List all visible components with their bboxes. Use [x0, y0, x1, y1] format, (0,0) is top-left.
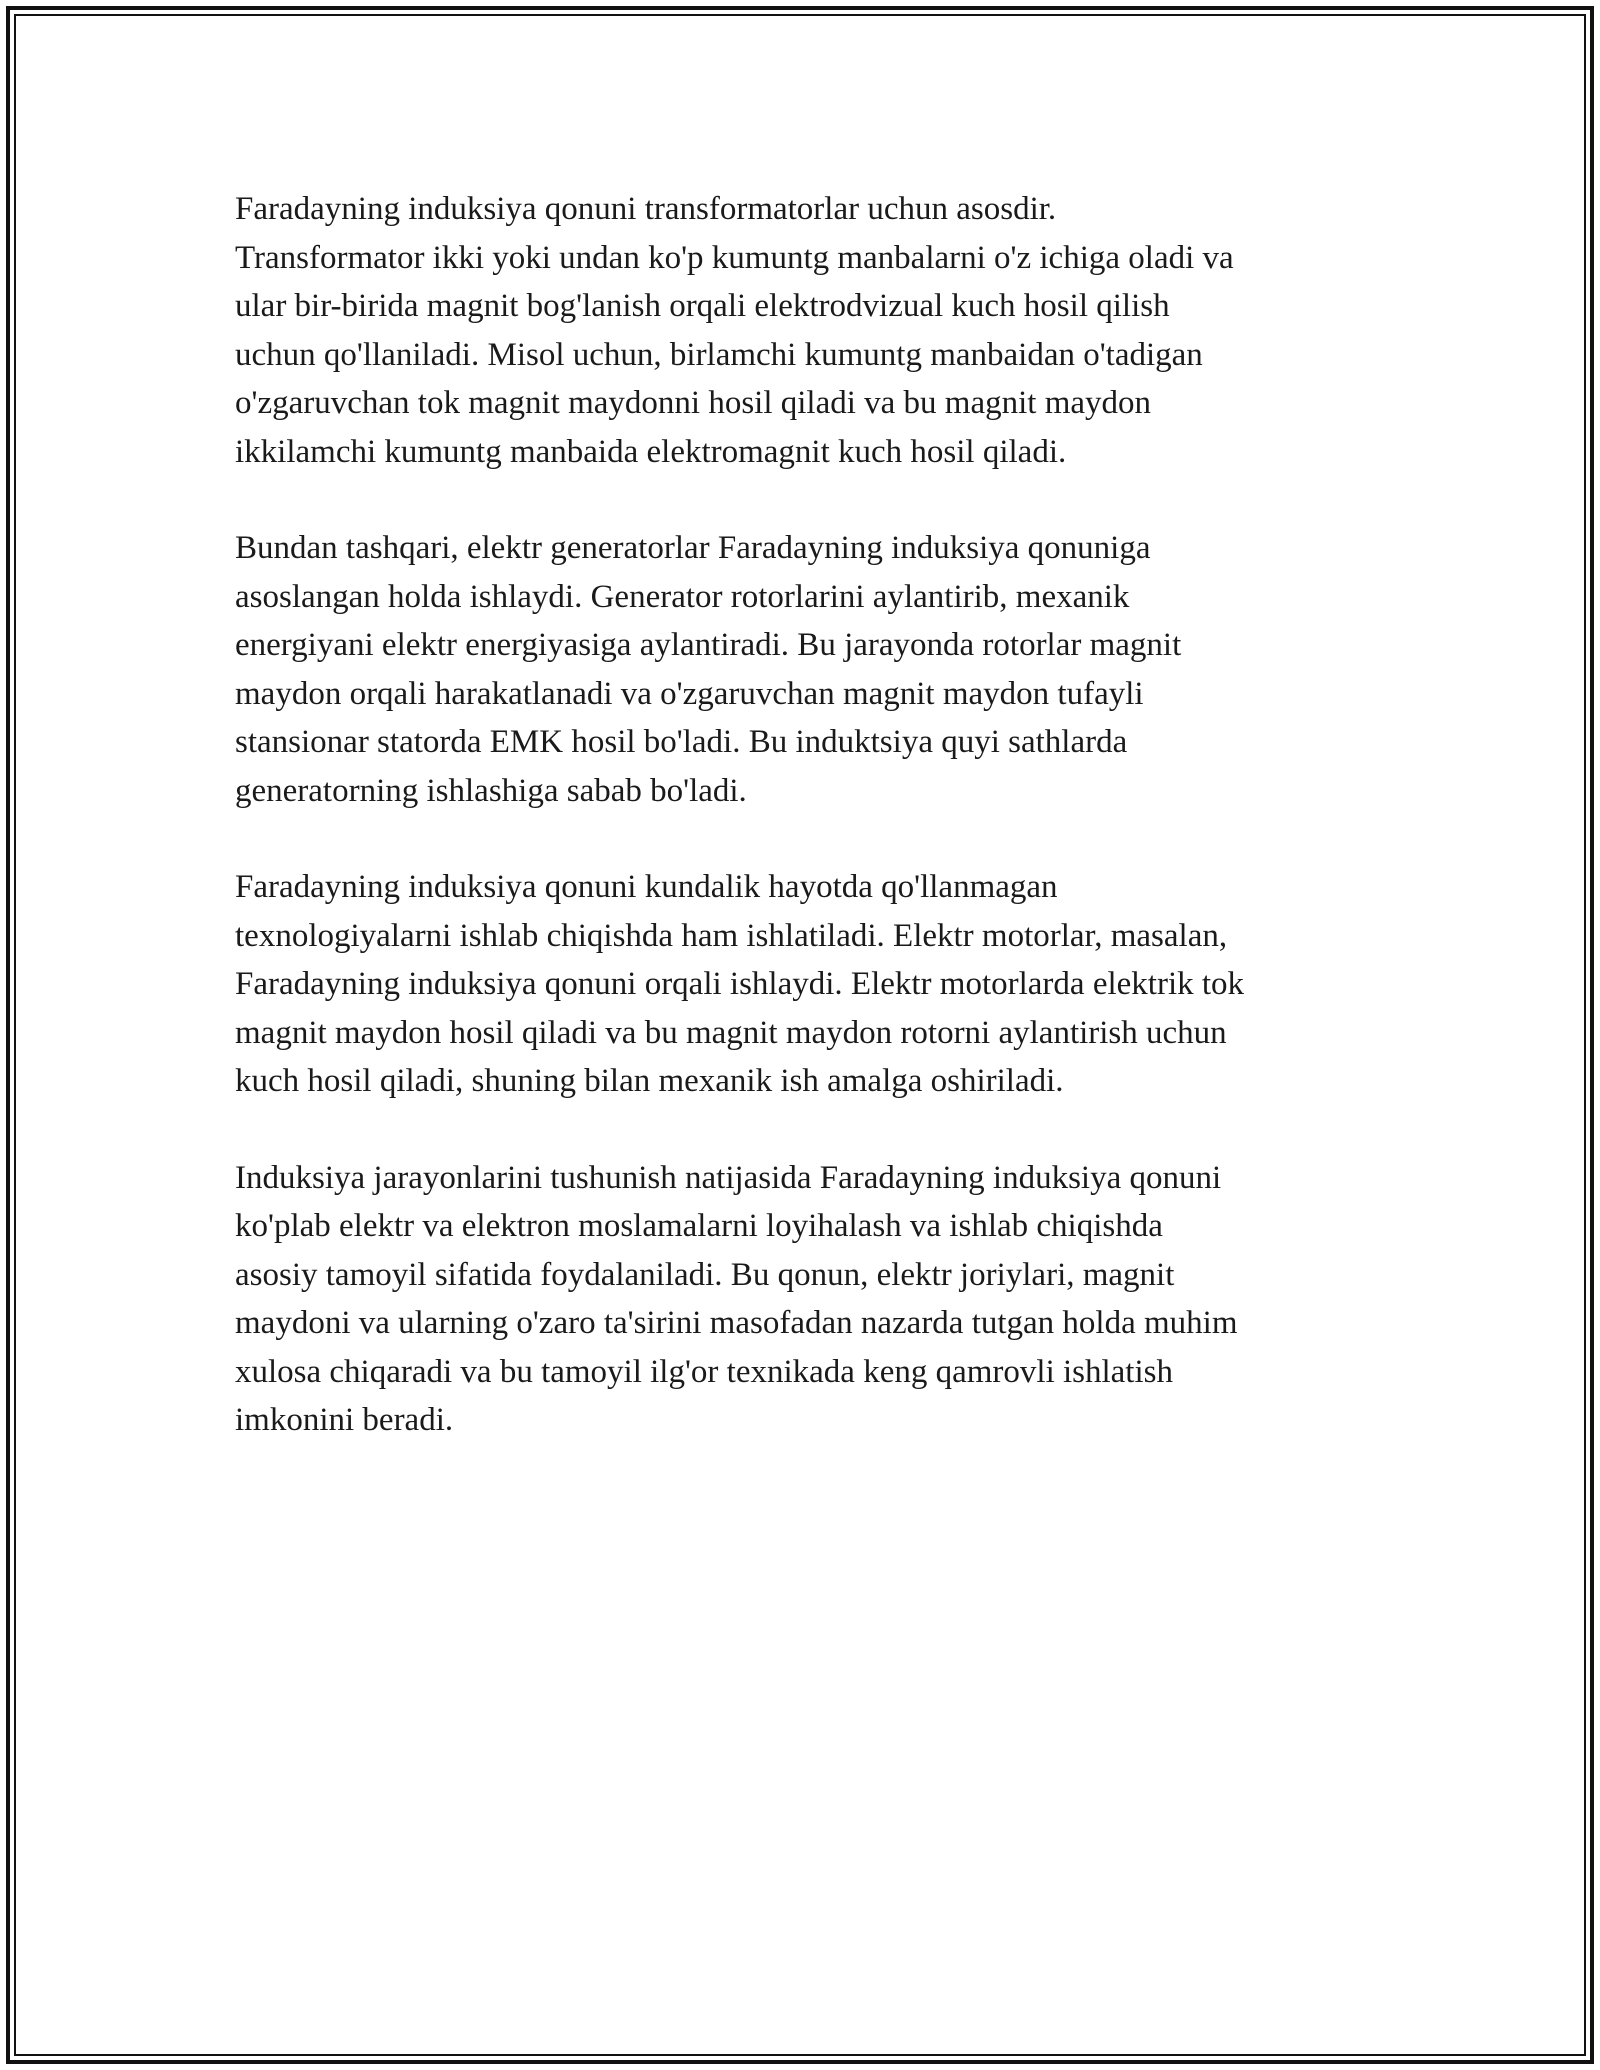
text-line: ular bir-birida magnit bog'lanish orqali elektrodvizual kuch hosil qilish [235, 288, 1170, 324]
paragraph-transformers [235, 185, 1375, 476]
paragraph-conclusion [235, 1154, 1375, 1445]
text-line: ko'plab elektr va elektron moslamalarni loyihalash va ishlab chiqishda [235, 1208, 1163, 1244]
text-line: asoslangan holda ishlaydi. Generator rotorlarini aylantirib, mexanik [235, 578, 1130, 615]
text-line: texnologiyalarni ishlab chiqishda ham ishlatiladi. Elektr motorlar, masalan, [235, 917, 1228, 954]
text-line: maydoni va ularning o'zaro ta'sirini masofadan nazarda tutgan holda muhim [235, 1305, 1238, 1341]
text-line: energiyani elektr energiyasiga aylantiradi. Bu jarayonda rotorlar magnit [235, 627, 1182, 663]
paragraph-generators [235, 524, 1375, 815]
text-line: generatorning ishlashiga sabab bo'ladi. [235, 772, 747, 809]
document-body [235, 185, 1375, 1493]
text-line: stansionar statorda EMK hosil bo'ladi. Bu induktsiya quyi sathlarda [235, 724, 1128, 760]
text-line: magnit maydon hosil qiladi va bu magnit maydon rotorni aylantirish uchun [235, 1014, 1227, 1051]
text-line: maydon orqali harakatlanadi va o'zgaruvchan magnit maydon tufayli [235, 675, 1144, 712]
paragraph-motors [235, 863, 1375, 1106]
text-line: asosiy tamoyil sifatida foydalaniladi. Bu qonun, elektr joriylari, magnit [235, 1256, 1175, 1293]
text-line: ikkilamchi kumuntg manbaida elektromagnit kuch hosil qiladi. [235, 433, 1067, 470]
text-line: Induksiya jarayonlarini tushunish natijasida Faradayning induksiya qonuni [235, 1159, 1222, 1196]
text-line: kuch hosil qiladi, shuning bilan mexanik ish amalga oshiriladi. [235, 1063, 1064, 1099]
text-line: imkonini beradi. [235, 1402, 454, 1438]
text-line: o'zgaruvchan tok magnit maydonni hosil qiladi va bu magnit maydon [235, 385, 1152, 421]
text-line: Faradayning induksiya qonuni kundalik hayotda qo'llanmagan [235, 869, 1058, 905]
text-line: uchun qo'llaniladi. Misol uchun, birlamchi kumuntg manbaidan o'tadigan [235, 336, 1203, 373]
text-line: Transformator ikki yoki undan ko'p kumuntg manbalarni o'z ichiga oladi va [235, 239, 1234, 276]
text-line: Faradayning induksiya qonuni transformatorlar uchun asosdir. [235, 191, 1057, 227]
text-line: xulosa chiqaradi va bu tamoyil ilg'or texnikada keng qamrovli ishlatish [235, 1353, 1173, 1390]
text-line: Bundan tashqari, elektr generatorlar Faradayning induksiya qonuniga [235, 530, 1151, 566]
text-line: Faradayning induksiya qonuni orqali ishlaydi. Elektr motorlarda elektrik tok [235, 966, 1245, 1002]
